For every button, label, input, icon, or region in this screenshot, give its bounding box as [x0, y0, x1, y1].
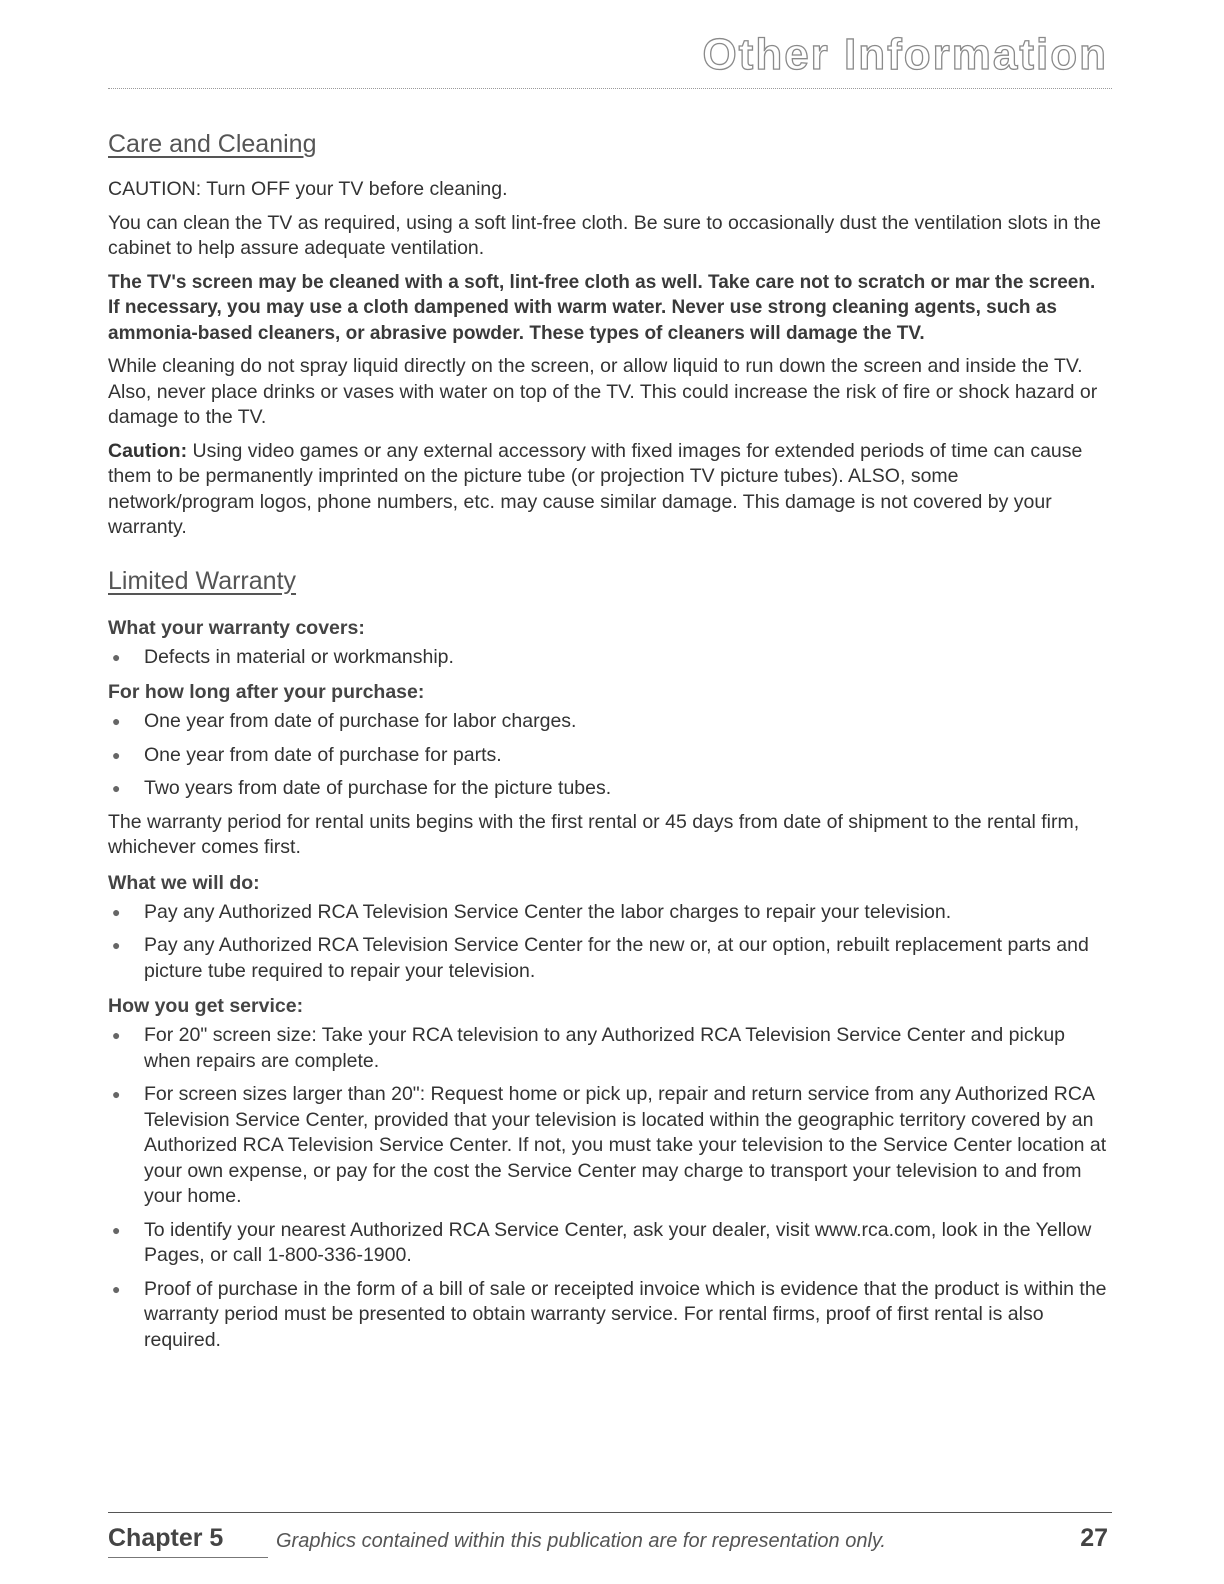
- header-divider: [108, 88, 1112, 89]
- how-long-label: For how long after your purchase:: [108, 681, 425, 703]
- page-section-title: Other Information: [702, 30, 1108, 79]
- footer-chapter: Chapter 5: [108, 1524, 268, 1558]
- list-item: ● Pay any Authorized RCA Television Service Center the labor charges to repair your television.: [108, 900, 1108, 926]
- care-paragraph-3: While cleaning do not spray liquid directly on the screen, or allow liquid to run down the screen and inside the TV. Also, never place drinks or vases with water on top of the TV. This could increase the risk of fire or shock hazard or damage to the TV.: [108, 355, 1098, 428]
- footer-note: Graphics contained within this publication are for representation only.: [276, 1530, 886, 1552]
- care-cleaning-heading: Care and Cleaning: [108, 130, 317, 158]
- list-item: ● For screen sizes larger than 20": Request home or pick up, repair and return service from any Authorized RCA Television Service Center, provided that your television is located within the geographic territory covered by an Authorized RCA Television Service Center. If not, you must take your television to the Service Center location at your own expense, or pay for the cost the Service Center may charge to transport your television to and from your home.: [112, 1083, 1107, 1207]
- care-paragraph-1: You can clean the TV as required, using a soft lint-free cloth. Be sure to occasionally dust the ventilation slots in the cabinet to help assure adequate ventilation.: [108, 211, 1101, 259]
- service-label: How you get service:: [108, 995, 304, 1017]
- page-number: 27: [1080, 1524, 1108, 1552]
- bullet-icon: ●: [112, 713, 121, 729]
- care-paragraph-2: The TV's screen may be cleaned with a soft, lint-free cloth as well. Take care not to scratch or mar the screen. If necessary, you may use a cloth dampened with warm water. Never use strong cleaning agents, such as ammonia-based cleaners, or abrasive powder. These types of cleaners will damage the TV.: [108, 271, 1096, 344]
- covers-list: [108, 645, 1108, 671]
- caution-text: Using video games or any external accessory with fixed images for extended periods of time can cause them to be permanently imprinted on the picture tube (or projection TV picture tubes). ALSO, some network/program logos, phone numbers, etc. may cause similar damage. This damage is not covered by your warranty.: [108, 439, 1083, 538]
- service-list: [108, 1023, 1108, 1353]
- footer-divider: [108, 1512, 1112, 1513]
- care-caution-paragraph: [108, 439, 1108, 541]
- we-do-list: [108, 900, 1108, 985]
- bullet-icon: ●: [112, 1086, 121, 1102]
- we-do-label: What we will do:: [108, 871, 260, 894]
- caution-label: Caution:: [108, 439, 188, 462]
- limited-warranty-heading: Limited Warranty: [108, 566, 297, 595]
- caution-top: CAUTION: Turn OFF your TV before cleaning.: [108, 178, 508, 200]
- list-item: ● One year from date of purchase for parts.: [108, 743, 1108, 769]
- covers-label: What your warranty covers:: [108, 616, 365, 639]
- list-item: ● Two years from date of purchase for the picture tubes.: [108, 776, 1108, 802]
- list-item: ● Proof of purchase in the form of a bill of sale or receipted invoice which is evidence that the product is within the warranty period must be presented to obtain warranty service. For rental firms, proof of first rental is also required.: [112, 1277, 1107, 1351]
- page-content: [108, 130, 1108, 1361]
- bullet-icon: ●: [112, 903, 121, 920]
- bullet-icon: ●: [112, 1221, 121, 1238]
- bullet-icon: ●: [112, 937, 121, 953]
- list-item: ● One year from date of purchase for labor charges.: [108, 709, 1108, 735]
- how-long-list: [108, 709, 1108, 802]
- rental-note: The warranty period for rental units begins with the first rental or 45 days from date of shipment to the rental firm, whichever comes first.: [108, 810, 1080, 858]
- bullet-icon: ●: [112, 1280, 121, 1297]
- bullet-icon: ●: [112, 780, 121, 796]
- list-item: ● Pay any Authorized RCA Television Service Center for the new or, at our option, rebuilt replacement parts and picture tube required to repair your television.: [112, 934, 1089, 982]
- list-item: ● Defects in material or workmanship.: [108, 645, 1108, 671]
- list-item: ● For 20" screen size: Take your RCA television to any Authorized RCA Television Service Center and pickup when repairs are complete.: [112, 1024, 1066, 1072]
- bullet-icon: ●: [112, 746, 121, 763]
- bullet-icon: ●: [112, 1027, 121, 1043]
- bullet-icon: ●: [112, 648, 121, 665]
- list-item: ● To identify your nearest Authorized RCA Service Center, ask your dealer, visit www.rca.com, look in the Yellow Pages, or call 1-800-336-1900.: [112, 1218, 1092, 1266]
